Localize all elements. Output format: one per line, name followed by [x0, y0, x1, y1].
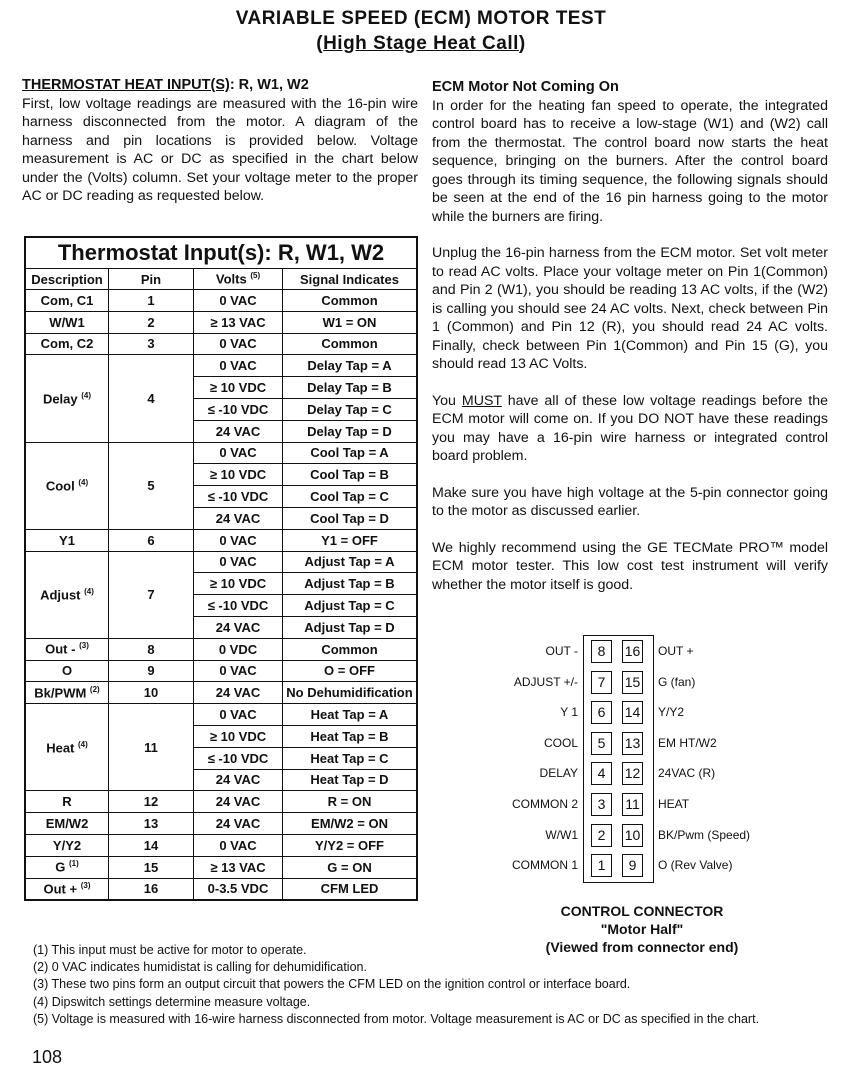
row-volts: 24 VAC: [194, 420, 283, 442]
connector-pin: 8: [591, 640, 612, 663]
connector-label-right: 24VAC (R): [658, 766, 716, 781]
row-description: Y/Y2: [25, 834, 109, 856]
footnotes: [33, 942, 833, 1028]
row-description: Delay $^{(4)}$: [25, 355, 109, 442]
connector-label-left: COMMON 2: [512, 797, 578, 811]
row-pin: 4: [109, 355, 194, 442]
connector-label-right: O (Rev Valve): [658, 858, 733, 873]
row-pin: 7: [109, 551, 194, 638]
row-signal: Delay Tap = A: [283, 355, 418, 377]
row-signal: Cool Tap = C: [283, 486, 418, 508]
connector-label-right: BK/Pwm (Speed): [658, 827, 751, 842]
connector-pin: 9: [622, 854, 643, 877]
row-volts: 24 VAC: [194, 507, 283, 529]
row-pin: 3: [109, 333, 194, 355]
row-signal: Adjust Tap = D: [283, 616, 418, 638]
row-description: Heat $^{(4)}$: [25, 704, 109, 791]
row-volts: 0 VAC: [194, 704, 283, 726]
connector-pin: 6: [591, 701, 612, 724]
row-signal: G = ON: [283, 856, 418, 878]
row-signal: W1 = ON: [283, 311, 418, 333]
row-signal: EM/W2 = ON: [283, 813, 418, 835]
connector-label-left: COMMON 1: [512, 858, 578, 873]
ecm-heading: ECM Motor Not Coming On: [432, 79, 619, 95]
row-signal: Y1 = OFF: [283, 529, 418, 551]
row-volts: ≥ 10 VDC: [194, 464, 283, 486]
ecm-paragraph-4: Make sure you have high voltage at the 5-pin connector going to the motor as discussed earlier.: [432, 484, 828, 519]
row-volts: 0 VAC: [194, 355, 283, 377]
table-row: [25, 290, 417, 312]
row-signal: Heat Tap = B: [283, 725, 418, 747]
connector-label-left: ADJUST +/-: [513, 674, 578, 689]
row-volts: 24 VAC: [194, 791, 283, 813]
table-row: [25, 551, 417, 573]
connector-caption-3: (Viewed from connector end): [545, 939, 739, 955]
row-pin: 10: [109, 682, 194, 704]
row-pin: 1: [109, 290, 194, 312]
connector-pin: 13: [622, 732, 643, 755]
row-signal: Heat Tap = C: [283, 747, 418, 769]
row-pin: 11: [109, 704, 194, 791]
table-row: [25, 660, 417, 682]
row-signal: Adjust Tap = A: [283, 551, 418, 573]
row-volts: ≤ -10 VDC: [194, 398, 283, 420]
col-description: Description: [25, 269, 109, 290]
row-volts: 0-3.5 VDC: [194, 878, 283, 900]
row-description: Com, C1: [25, 290, 109, 312]
row-description: Bk/PWM $^{(2)}$: [25, 682, 109, 704]
connector-caption-2: "Motor Half": [600, 921, 684, 937]
table-row: [25, 834, 417, 856]
row-description: Out + $^{(3)}$: [25, 878, 109, 900]
row-volts: ≥ 10 VDC: [194, 377, 283, 399]
row-pin: 6: [109, 529, 194, 551]
row-signal: Adjust Tap = C: [283, 595, 418, 617]
row-signal: Cool Tap = D: [283, 507, 418, 529]
row-signal: Cool Tap = A: [283, 442, 418, 464]
row-volts: 0 VAC: [194, 290, 283, 312]
connector-label-right: EM HT/W2: [658, 735, 717, 750]
row-description: Com, C2: [25, 333, 109, 355]
footnote: (5) Voltage is measured with 16-wire harness disconnected from motor. Voltage measurement is AC or DC as specified in the chart.: [33, 1011, 760, 1026]
footnote: (2) 0 VAC indicates humidistat is calling for dehumidification.: [33, 960, 367, 975]
row-description: O: [25, 660, 109, 682]
row-description: W/W1: [25, 311, 109, 333]
connector-caption-1: CONTROL CONNECTOR: [560, 903, 724, 919]
row-description: Adjust $^{(4)}$: [25, 551, 109, 638]
footnote: (4) Dipswitch settings determine measure voltage.: [33, 994, 311, 1009]
row-pin: 12: [109, 791, 194, 813]
row-signal: Y/Y2 = OFF: [283, 834, 418, 856]
row-volts: 0 VAC: [194, 660, 283, 682]
connector-label-right: Y/Y2: [658, 705, 685, 720]
ecm-paragraph-3: You MUST have all of these low voltage readings before the ECM motor will come on. If you DO NOT have these readings you may have a 16-pin wire harness or integrated control board problem.: [432, 392, 828, 464]
row-volts: 0 VAC: [194, 551, 283, 573]
control-connector: [583, 635, 654, 883]
row-signal: No Dehumidification: [283, 682, 418, 704]
col-signal: Signal Indicates: [283, 269, 418, 290]
row-pin: 16: [109, 878, 194, 900]
row-pin: 13: [109, 813, 194, 835]
table-row: [25, 311, 417, 333]
connector-label-left: OUT -: [545, 644, 578, 658]
connector-label-right: G (fan): [658, 674, 696, 689]
connector-pin: 14: [622, 701, 643, 724]
row-signal: Delay Tap = B: [283, 377, 418, 399]
ecm-section: [432, 78, 828, 612]
row-signal: Adjust Tap = B: [283, 573, 418, 595]
connector-pin: 12: [622, 762, 643, 785]
row-signal: Common: [283, 290, 418, 312]
table-row: [25, 638, 417, 660]
table-row: [25, 529, 417, 551]
row-volts: ≤ -10 VDC: [194, 486, 283, 508]
connector-pin: 3: [591, 793, 612, 816]
connector-pin: 10: [622, 824, 643, 847]
row-signal: Delay Tap = D: [283, 420, 418, 442]
table-row: [25, 878, 417, 900]
row-signal: Delay Tap = C: [283, 398, 418, 420]
footnote: (1) This input must be active for motor to operate.: [33, 943, 307, 957]
thermostat-body: First, low voltage readings are measured with the 16-pin wire harness disconnected from the motor. A diagram of the harness and pin locations is provided below. Voltage measurement is AC or DC as specified in the chart below under the (Volts) column. Set your voltage meter to the proper AC or DC reading as requested below.: [22, 95, 418, 204]
row-pin: 5: [109, 442, 194, 529]
connector-label-left: Y 1: [560, 705, 578, 720]
connector-pin: 1: [591, 854, 612, 877]
row-signal: Heat Tap = D: [283, 769, 418, 791]
table-row: [25, 442, 417, 464]
table-row: [25, 355, 417, 377]
row-signal: Heat Tap = A: [283, 704, 418, 726]
table-row: [25, 791, 417, 813]
row-description: Out - $^{(3)}$: [25, 638, 109, 660]
col-volts: Volts $^{(5)}$: [194, 269, 283, 290]
row-volts: 24 VAC: [194, 769, 283, 791]
connector-label-left: DELAY: [539, 766, 578, 781]
row-signal: Common: [283, 333, 418, 355]
col-pin: Pin: [109, 269, 194, 290]
thermostat-intro: [22, 76, 418, 206]
table-row: [25, 333, 417, 355]
row-volts: 0 VAC: [194, 834, 283, 856]
row-pin: 15: [109, 856, 194, 878]
ecm-paragraph-5: We highly recommend using the GE TECMate PRO™ model ECM motor tester. This low cost test instrument will verify whether the motor itself is good.: [432, 539, 828, 593]
page-number: 108: [32, 1047, 63, 1067]
row-pin: 2: [109, 311, 194, 333]
thermostat-heading: THERMOSTAT HEAT INPUT(S): R, W1, W2: [22, 77, 309, 93]
connector-pin: 2: [591, 824, 612, 847]
page-title: VARIABLE SPEED (ECM) MOTOR TEST: [235, 8, 607, 29]
ecm-paragraph-1: In order for the heating fan speed to operate, the integrated control board has to receive a low-stage (W1) and (W2) call from the thermostat. The control board now starts the heat sequence, bringing on the burners. After the control board goes through its timing sequence, the following signals should be seen at the end of the 16 pin harness going to the motor while the burners are firing.: [432, 97, 828, 225]
ecm-paragraph-2: Unplug the 16-pin harness from the ECM motor. Set volt meter to read AC volts. Place your voltage meter on Pin 1(Common) and Pin 2 (W1), you should be reading 13 AC volts, if the (W2) is calling you should see 24 AC volts. Next, check between Pin 1 (Common) and Pin 12 (R), you should read 24 AC volts. Finally, check between Pin 1(Common) and Pin 15 (G), you should read 13 AC Volts.: [432, 245, 828, 372]
row-volts: ≥ 13 VAC: [194, 856, 283, 878]
thermostat-input-table: [24, 236, 418, 901]
row-pin: 14: [109, 834, 194, 856]
connector-pin: 16: [622, 640, 643, 663]
row-volts: ≥ 10 VDC: [194, 573, 283, 595]
table-row: [25, 813, 417, 835]
connector-label-left: COOL: [543, 735, 578, 750]
row-volts: 24 VAC: [194, 616, 283, 638]
page-subtitle: (High Stage Heat Call): [316, 33, 526, 54]
footnote: (3) These two pins form an output circuit that powers the CFM LED on the ignition control or interface board.: [33, 977, 631, 992]
table-title: Thermostat Input(s): R, W1, W2: [25, 237, 417, 269]
row-description: Cool $^{(4)}$: [25, 442, 109, 529]
row-description: G $^{(1)}$: [25, 856, 109, 878]
row-pin: 9: [109, 660, 194, 682]
row-signal: Common: [283, 638, 418, 660]
connector-pin: 5: [591, 732, 612, 755]
row-signal: CFM LED: [283, 878, 418, 900]
row-description: R: [25, 791, 109, 813]
row-pin: 8: [109, 638, 194, 660]
row-volts: ≥ 13 VAC: [194, 311, 283, 333]
table-row: [25, 856, 417, 878]
row-volts: 0 VAC: [194, 529, 283, 551]
table-row: [25, 704, 417, 726]
row-volts: ≤ -10 VDC: [194, 747, 283, 769]
row-volts: ≥ 10 VDC: [194, 725, 283, 747]
table-row: [25, 682, 417, 704]
row-signal: Cool Tap = B: [283, 464, 418, 486]
row-signal: R = ON: [283, 791, 418, 813]
row-volts: 0 VDC: [194, 638, 283, 660]
row-signal: O = OFF: [283, 660, 418, 682]
connector-label-right: OUT +: [658, 644, 694, 658]
row-description: Y1: [25, 529, 109, 551]
connector-pin: 7: [591, 671, 612, 694]
connector-pin: 15: [622, 671, 643, 694]
connector-pin: 11: [622, 793, 643, 816]
connector-pin: 4: [591, 762, 612, 785]
row-volts: 0 VAC: [194, 333, 283, 355]
connector-label-left: W/W1: [545, 827, 578, 842]
row-volts: 0 VAC: [194, 442, 283, 464]
row-volts: 24 VAC: [194, 813, 283, 835]
row-description: EM/W2: [25, 813, 109, 835]
row-volts: ≤ -10 VDC: [194, 595, 283, 617]
row-volts: 24 VAC: [194, 682, 283, 704]
connector-label-right: HEAT: [658, 797, 690, 811]
